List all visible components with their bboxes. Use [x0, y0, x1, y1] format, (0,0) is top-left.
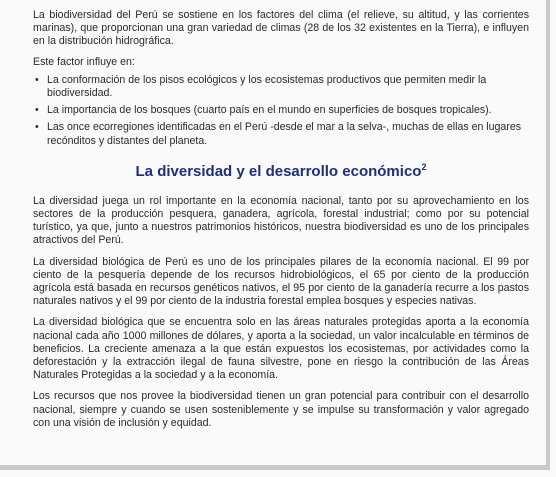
intro-paragraph: La biodiversidad del Perú se sostiene en los factores del clima (el relieve, su altitud, y las corrientes marinas), que proporcionan una gran variedad de climas (28 de los 32 existentes en la Tierra), e influyen en la distribución hidrográfica. [33, 9, 529, 48]
document-content [33, 9, 529, 438]
list-item-text: La conformación de los pisos ecológicos y los ecosistemas productivos que permiten medir la biodiversidad. [47, 73, 487, 100]
bullet-icon: • [35, 73, 39, 86]
body-paragraph: La diversidad biológica que se encuentra solo en las áreas naturales protegidas aporta a la economía nacional cada año 1000 millones de dólares, y aporta a la sociedad, un valor incalculable en términos de beneficios. La creciente amenaza a la que están expuestos los ecosistemas, por actividades como la deforestación y la extracción ilegal de fauna silvestre, pone en riesgo la contribución de las Áreas Naturales Protegidas a la sociedad y a la economía. [33, 316, 529, 382]
list-item-text: La importancia de los bosques (cuarto país en el mundo en superficies de bosques tropicales). [47, 104, 492, 117]
body-paragraph: La diversidad biológica de Perú es uno de los principales pilares de la economía nacional. El 99 por ciento de la pesquería depende de los recursos hidrobiológicos, el 65 por ciento de la producción agrícola está basada en recursos genéticos nativos, el 95 por ciento de la ganadería recurre a los pastos naturales nativos y el 99 por ciento de la industria forestal emplea bosques y especies nativas. [33, 255, 529, 308]
list-item-text: Las once ecorregiones identificadas en el Perú -desde el mar a la selva-, muchas de ellas en lugares recónditos y distantes del planeta. [47, 121, 522, 147]
section-title: La diversidad y el desarrollo económico [135, 162, 422, 180]
bullet-icon: • [35, 104, 39, 117]
list-item [33, 104, 529, 117]
factor-lead-text: Este factor influye en: [33, 55, 135, 68]
section-heading [33, 162, 529, 181]
list-item [33, 121, 529, 147]
factor-list [33, 74, 529, 148]
list-item [33, 74, 529, 100]
body-paragraph: Los recursos que nos provee la biodiversidad tienen un gran potencial para contribuir con el desarrollo nacional, siempre y cuando se usen sosteniblemente y se impulse su transformación y valor agregado con una visión de inclusión y equidad. [33, 390, 529, 429]
bullet-icon: • [35, 121, 39, 134]
body-paragraph: La diversidad juega un rol importante en la economía nacional, tanto por su aprovechamiento en los sectores de la producción pesquera, ganadera, agrícola, forestal industrial; como por su potencial turístico, ya que, junto a nuestros patrimonios históricos, nuestra biodiversidad es uno de los principales atractivos del Perú. [33, 194, 529, 247]
footnote-marker: 2 [421, 161, 427, 172]
